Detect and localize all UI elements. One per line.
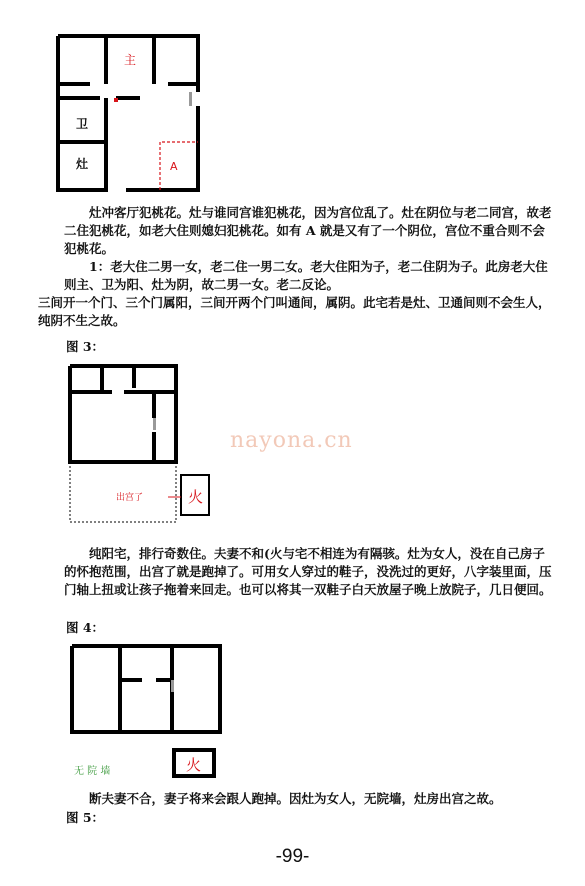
fire-label-4: 火 (186, 756, 202, 774)
figure-4-label: 图 4： (66, 620, 105, 635)
room-label-master: 主 (124, 53, 137, 67)
no-yard-wall-label: 无 院 墙 (74, 766, 111, 777)
floor-plan-diagram-1 (56, 34, 202, 194)
figure-3-label: 图 3： (66, 339, 105, 354)
room-label-bath: 卫 (76, 117, 89, 131)
fire-label-3: 火 (188, 488, 204, 506)
para2-line-1: 纯阳宅，排行奇数住。夫妻不和(火与宅不相连为有隔骇。灶为女人，没在自己房子的怀抱范围，出宫了就是跑掉了。可用女人穿过的鞋子，没洗过的更好，八字装里面，压门轴上扭或让孩子拖着来回走。也可以将其一双鞋子白天放屋子晚上放院子，几日便回。 (64, 546, 552, 597)
out-of-palace-label: 出宫了 (116, 493, 144, 503)
paragraph-2 (64, 545, 552, 599)
paragraph-3 (64, 790, 552, 808)
room-label-stove: 灶 (76, 157, 89, 171)
marker-a: A (170, 160, 178, 173)
para1-line-2: 1：老大住二男一女，老二住一男二女。老大住阳为子，老二住阴为子。此房老大住则主、卫为阳、灶为阴，故二男一女。老二反论。 (64, 259, 548, 292)
page-number: -99- (275, 846, 310, 867)
watermark: nayona.cn (230, 428, 353, 453)
floor-plan-diagram-3 (66, 362, 216, 528)
floor-plan-diagram-4 (66, 640, 226, 780)
figure-5-label: 图 5： (66, 810, 105, 825)
para1-line-3: 三间开一个门、三个门属阳，三间开两个门叫通间，属阴。此宅若是灶、卫通间则不会生人，纯阴不生之故。 (38, 295, 551, 328)
para3-line-1: 断夫妻不合，妻子将来会跟人跑掉。因灶为女人，无院墙，灶房出宫之故。 (89, 791, 502, 806)
paragraph-1 (38, 204, 552, 330)
para1-line-1: 灶冲客厅犯桃花。灶与谁同宫谁犯桃花，因为宫位乱了。灶在阴位与老二同宫，故老二住犯桃花，如老大住则媳妇犯桃花。如有 A 就是又有了一个阴位，宫位不重合则不会犯桃花。 (64, 205, 552, 256)
